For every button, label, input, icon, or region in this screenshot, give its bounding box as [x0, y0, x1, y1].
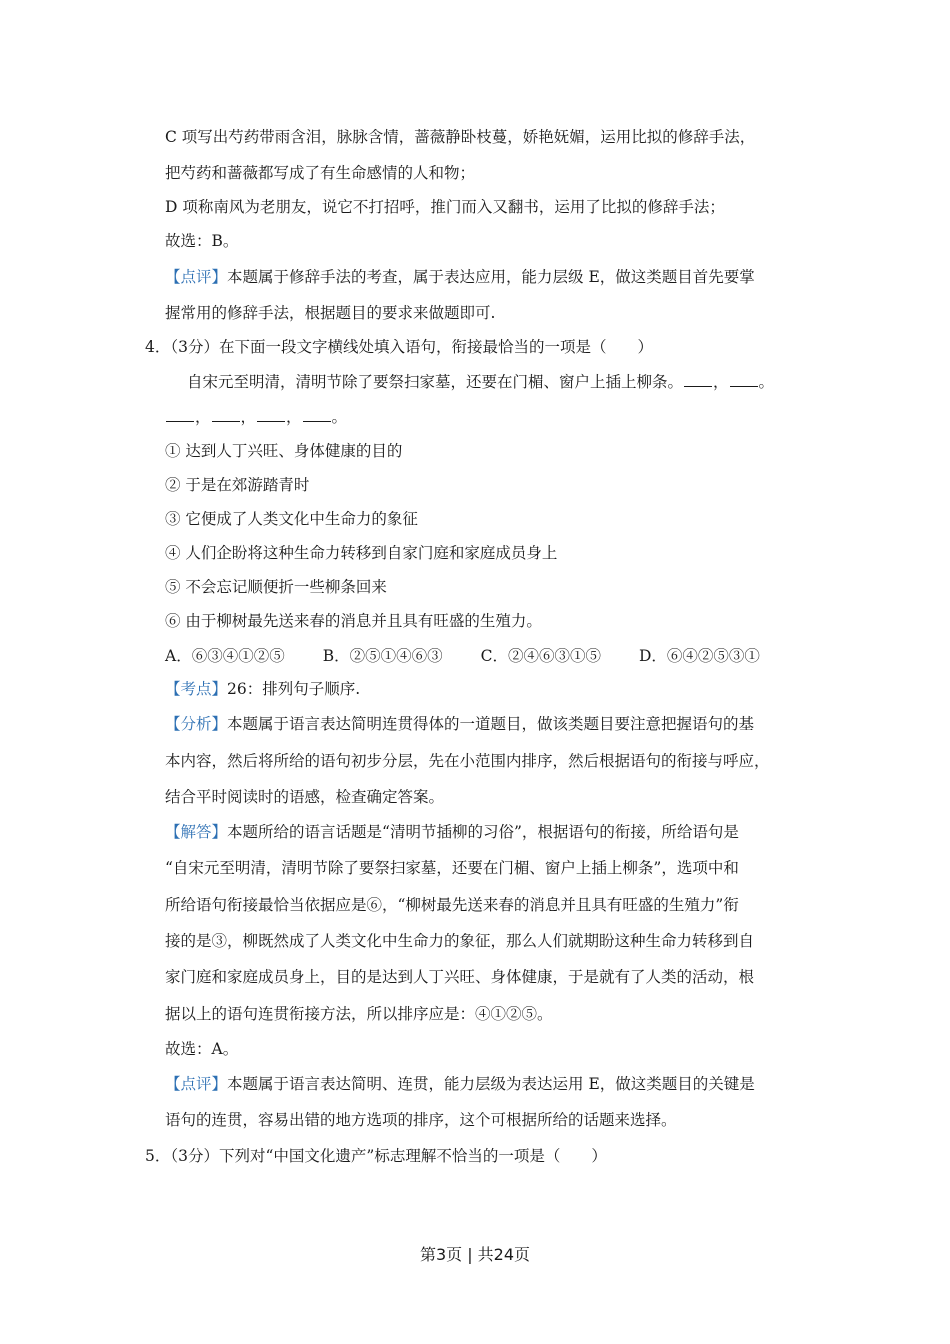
q4-stem: 4．（3分）在下面一段文字横线处填入语句，衔接最恰当的一项是（ ）	[145, 338, 653, 356]
period: 。	[331, 408, 348, 426]
comma: ，	[286, 408, 302, 426]
review-tag: 【点评】	[165, 1075, 228, 1093]
q4-jieda-line5: 家门庭和家庭成员身上，目的是达到人丁兴旺、身体健康，于是就有了人类的活动，根	[165, 968, 755, 986]
q4-answer: 故选：A。	[165, 1040, 239, 1058]
jieda-tag: 【解答】	[165, 823, 228, 841]
q3-answer: 故选：B。	[165, 232, 239, 250]
q4-jieda-line6: 据以上的语句连贯衔接方法，所以排序应是：④①②⑤。	[165, 1005, 553, 1023]
q4-item: ① 达到人丁兴旺、身体健康的目的	[165, 442, 403, 460]
q4-jieda-line1	[165, 821, 739, 843]
q4-passage-line2	[165, 406, 347, 428]
q4-fenxi-line2: 本内容，然后将所给的语句初步分层，先在小范围内排序，然后根据语句的衔接与呼应，	[165, 752, 770, 770]
q3-review-line1	[165, 266, 755, 288]
comma: ，	[240, 408, 257, 426]
kaodian-text: 26：排列句子顺序.	[227, 680, 361, 698]
q4-options	[165, 645, 798, 667]
q4-review-line2: 语句的连贯，容易出错的地方选项的排序，这个可根据所给的话题来选择。	[165, 1111, 677, 1129]
review-tag: 【点评】	[165, 268, 228, 286]
q4-kaodian	[165, 678, 360, 700]
blank-3	[166, 408, 194, 422]
period: 。	[758, 373, 775, 391]
fenxi-tag: 【分析】	[165, 715, 228, 733]
q4-fenxi-line1	[165, 713, 754, 735]
q4-passage: 自宋元至明清，清明节除了要祭扫家墓，还要在门楣、窗户上插上柳条。	[187, 373, 684, 391]
option-a[interactable]: A．⑥③④①②⑤	[165, 647, 285, 665]
jieda-text: 本题所给的语言话题是“清明节插柳的习俗”，根据语句的衔接，所给语句是	[227, 823, 739, 841]
comma: ，	[713, 373, 729, 391]
kaodian-tag: 【考点】	[165, 680, 228, 698]
review-text: 本题属于修辞手法的考查，属于表达应用，能力层级 E，做这类题目首先要掌	[227, 268, 755, 286]
q4-item: ⑤ 不会忘记顺便折一些柳条回来	[165, 578, 387, 596]
comma: ，	[195, 408, 211, 426]
option-b[interactable]: B．②⑤①④⑥③	[322, 647, 443, 665]
option-c[interactable]: C．②④⑥③①⑤	[480, 647, 601, 665]
blank-4	[212, 408, 240, 422]
blank-6	[303, 408, 331, 422]
q3-d-line: D 项称南风为老朋友，说它不打招呼，推门而入又翻书，运用了比拟的修辞手法；	[165, 198, 725, 216]
page-footer: 第3页 | 共24页	[419, 1245, 531, 1264]
q4-passage-line1	[187, 371, 774, 393]
blank-1	[684, 373, 712, 387]
blank-5	[257, 408, 285, 422]
q4-item: ⑥ 由于柳树最先送来春的消息并且具有旺盛的生殖力。	[165, 612, 542, 630]
q3-c-line1: C 项写出芍药带雨含泪，脉脉含情，蔷薇静卧枝蔓，娇艳妩媚，运用比拟的修辞手法，	[165, 128, 756, 146]
q4-item: ② 于是在郊游踏青时	[165, 476, 310, 494]
q5-stem: 5．（3分）下列对“中国文化遗产”标志理解不恰当的一项是（ ）	[145, 1147, 607, 1165]
blank-2	[730, 373, 758, 387]
q3-review-line2: 握常用的修辞手法，根据题目的要求来做题即可.	[165, 304, 496, 322]
q4-jieda-line2: “自宋元至明清，清明节除了要祭扫家墓，还要在门楣、窗户上插上柳条”，选项中和	[165, 859, 739, 877]
q4-jieda-line4: 接的是③，柳既然成了人类文化中生命力的象征，那么人们就期盼这种生命力转移到自	[165, 932, 755, 950]
q4-review-line1	[165, 1073, 755, 1095]
q4-jieda-line3: 所给语句衔接最恰当依据应是⑥，“柳树最先送来春的消息并且具有旺盛的生殖力”衔	[165, 896, 739, 914]
q4-item: ③ 它便成了人类文化中生命力的象征	[165, 510, 418, 528]
q3-c-line2: 把芍药和蔷薇都写成了有生命感情的人和物；	[165, 164, 476, 182]
fenxi-text: 本题属于语言表达简明连贯得体的一道题目，做该类题目要注意把握语句的基	[227, 715, 755, 733]
q4-item: ④ 人们企盼将这种生命力转移到自家门庭和家庭成员身上	[165, 544, 558, 562]
q4-fenxi-line3: 结合平时阅读时的语感，检查确定答案。	[165, 788, 445, 806]
option-d[interactable]: D．⑥④②⑤③①	[638, 647, 760, 665]
review-text: 本题属于语言表达简明、连贯，能力层级为表达运用 E，做这类题目的关键是	[227, 1075, 755, 1093]
